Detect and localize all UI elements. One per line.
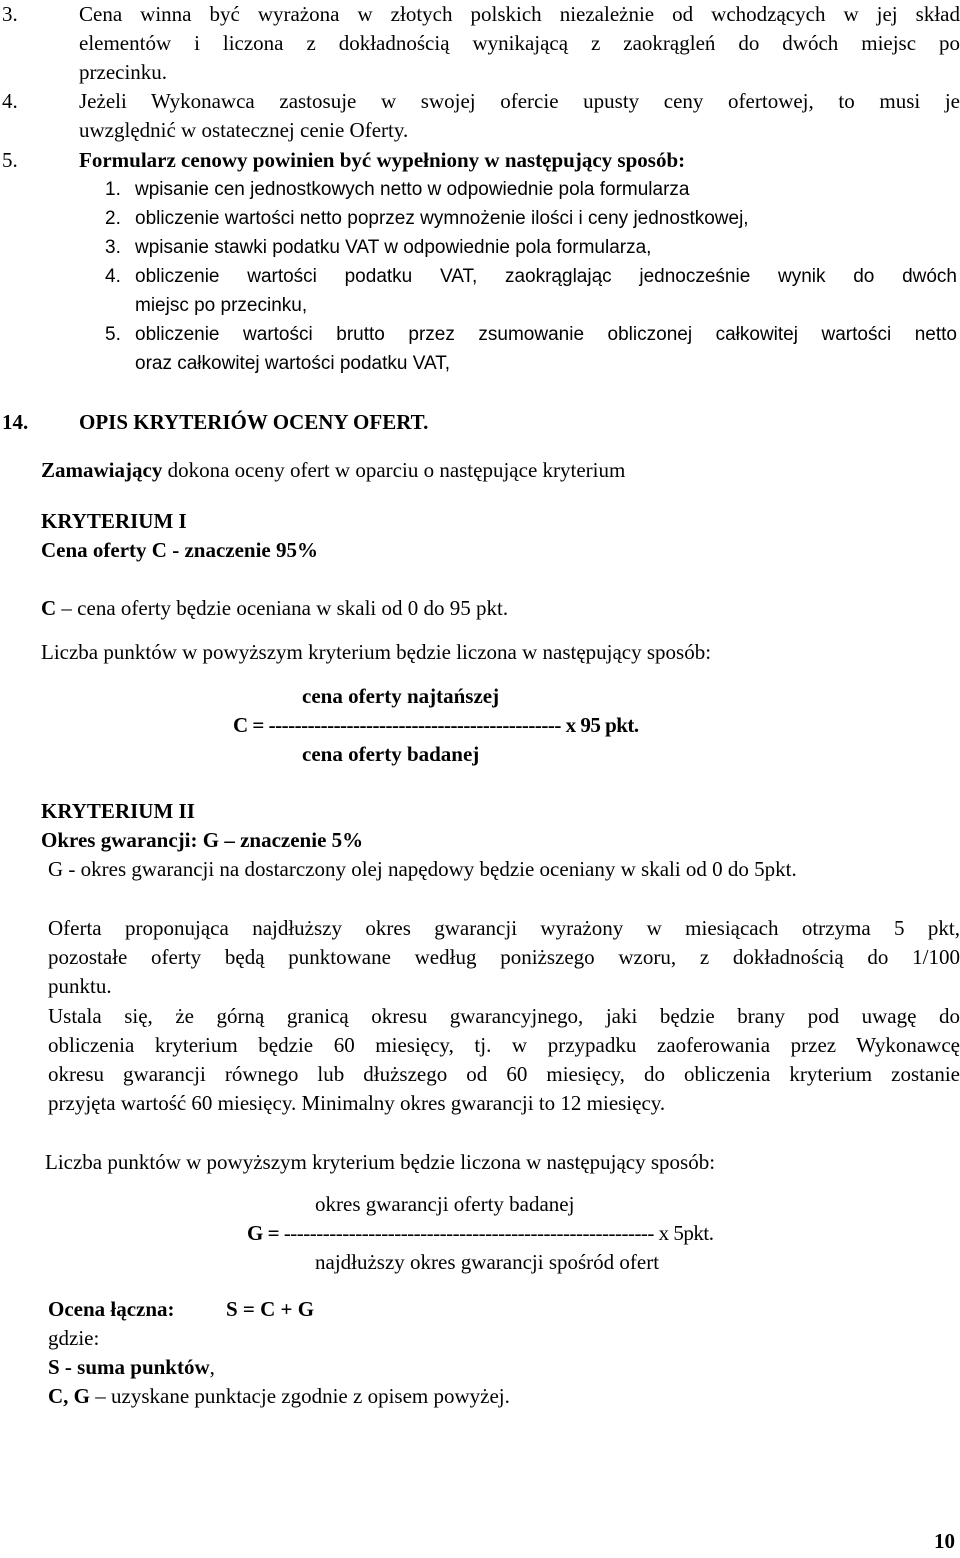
paragraph-line: pozostałe oferty będą punktowane według poniższego wzoru, z dokładnością do 1/100	[48, 945, 960, 969]
section-title: OPIS KRYTERIÓW OCENY OFERT.	[79, 410, 429, 434]
intro-paragraph	[41, 456, 625, 485]
cg-bold: C, G	[48, 1384, 90, 1408]
scale-text: – cena oferty będzie oceniana w skali od 0 do 95 pkt.	[56, 596, 509, 620]
condition-text: elementów i liczona z dokładnością wynikającą z zaokrągleń do dwóch miejsc po	[79, 31, 960, 55]
formula-denominator: najdłuższy okres gwarancji spośród ofert	[315, 1250, 660, 1274]
condition-text: Cena winna być wyrażona w złotych polskich niezależnie od wchodzących w jej skład	[79, 2, 960, 26]
step-text: oraz całkowitej wartości podatku VAT,	[135, 353, 451, 374]
criterion-2-title: KRYTERIUM II	[41, 799, 195, 823]
criterion-1-subtitle: Cena oferty C - znaczenie 95%	[41, 538, 318, 562]
page-number: 10	[934, 1529, 955, 1553]
step-text: obliczenie wartości brutto przez zsumowanie obliczonej całkowitej wartości netto	[135, 324, 957, 345]
s-bold: S - suma punktów	[48, 1355, 210, 1379]
formula-line: C = --------------------------------------------- x 95 pkt.	[233, 713, 639, 737]
list-number: 4.	[2, 89, 18, 113]
step-number: 4.	[105, 266, 121, 287]
formula-numerator: cena oferty najtańszej	[302, 684, 500, 708]
step-number: 2.	[105, 208, 121, 229]
paragraph-line: Oferta proponująca najdłuższy okres gwarancji wyrażony w miesiącach otrzyma 5 pkt,	[48, 916, 960, 940]
section-number: 14.	[2, 410, 29, 434]
scale-symbol: C	[41, 596, 57, 620]
formula-rest: --------------------------------------------------------- x 5pkt.	[279, 1221, 714, 1245]
condition-heading: Formularz cenowy powinien być wypełniony w następujący sposób:	[79, 148, 686, 172]
cg-definition	[48, 1382, 510, 1411]
step-text: obliczenie wartości podatku VAT, zaokrąglając jednocześnie wynik do dwóch	[135, 266, 957, 287]
step-text: wpisanie cen jednostkowych netto w odpowiednie pola formularza	[135, 179, 690, 200]
total-label: Ocena łączna:	[48, 1297, 175, 1321]
paragraph-line: Ustala się, że górną granicą okresu gwarancyjnego, jaki będzie brany pod uwagę do	[48, 1004, 960, 1028]
intro-rest: dokona oceny ofert w oparciu o następujące kryterium	[162, 458, 626, 482]
s-rest: ,	[209, 1355, 215, 1379]
criterion-2-points-intro: Liczba punktów w powyższym kryterium będzie liczona w następujący sposób:	[45, 1150, 716, 1174]
formula-numerator: okres gwarancji oferty badanej	[315, 1192, 575, 1216]
criterion-2-subtitle: Okres gwarancji: G – znaczenie 5%	[41, 828, 364, 852]
intro-bold: Zamawiający	[41, 458, 163, 482]
s-definition	[48, 1353, 215, 1382]
cg-rest: – uzyskane punktacje zgodnie z opisem powyżej.	[90, 1384, 510, 1408]
step-text: obliczenie wartości netto poprzez wymnożenie ilości i ceny jednostkowej,	[135, 208, 749, 229]
step-number: 1.	[105, 179, 121, 200]
step-number: 3.	[105, 237, 121, 258]
condition-text: przecinku.	[79, 60, 168, 84]
paragraph-line: okresu gwarancji równego lub dłuższego od 60 miesięcy, do obliczenia kryterium zostanie	[48, 1062, 960, 1086]
criterion-1-points-intro: Liczba punktów w powyższym kryterium będzie liczona w następujący sposób:	[41, 640, 712, 664]
paragraph-line: obliczenia kryterium będzie 60 miesięcy, tj. w przypadku zaoferowania przez Wykonawcę	[48, 1033, 960, 1057]
condition-text: Jeżeli Wykonawca zastosuje w swojej ofercie upusty ceny ofertowej, to musi je	[79, 89, 960, 113]
criterion-1-title: KRYTERIUM I	[41, 509, 187, 533]
criterion-1-scale	[41, 594, 508, 623]
paragraph-line: punktu.	[48, 974, 112, 998]
paragraph-line: przyjęta wartość 60 miesięcy. Minimalny okres gwarancji to 12 miesięcy.	[48, 1091, 666, 1115]
criterion-2-scale: G - okres gwarancji na dostarczony olej napędowy będzie oceniany w skali od 0 do 5pkt.	[48, 857, 797, 881]
list-number: 5.	[2, 148, 18, 172]
step-text: wpisanie stawki podatku VAT w odpowiednie pola formularza,	[135, 237, 652, 258]
where-label: gdzie:	[48, 1326, 100, 1350]
list-number: 3.	[2, 2, 18, 26]
formula-line	[247, 1219, 714, 1248]
step-text: miejsc po przecinku,	[135, 295, 308, 316]
step-number: 5.	[105, 324, 121, 345]
formula-denominator: cena oferty badanej	[302, 742, 480, 766]
formula-symbol: G =	[247, 1221, 280, 1245]
condition-text: uwzględnić w ostatecznej cenie Oferty.	[79, 118, 409, 142]
total-formula: S = C + G	[226, 1297, 315, 1321]
